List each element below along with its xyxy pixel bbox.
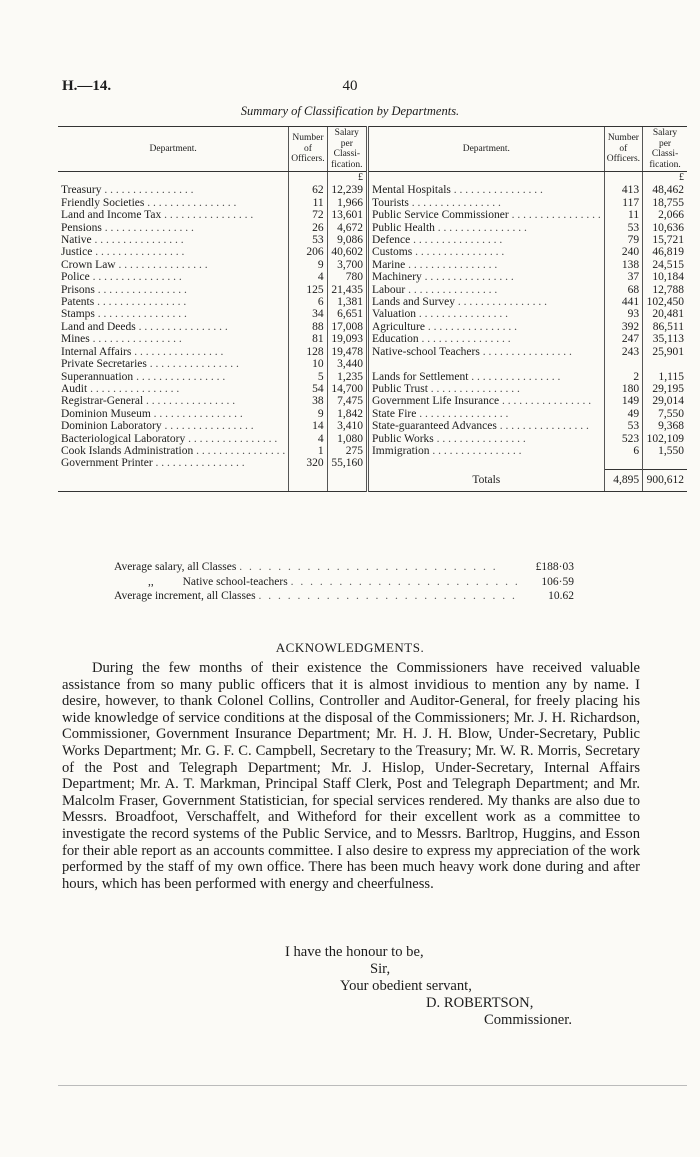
table-row [58,308,687,320]
salary-amount: 13,601 [327,209,367,221]
salary-amount: 7,550 [643,408,687,420]
officer-count: 53 [289,234,327,246]
department-name: Private Secretaries . . . . . . . . . . . . . . . . [61,358,239,371]
table-row [58,457,687,469]
department-name: Public Trust . . . . . . . . . . . . . . . . [367,383,604,395]
department-name: Land and Income Tax . . . . . . . . . . . . . . . . [61,209,254,222]
salary-amount: 6,651 [327,308,367,320]
department-name: Customs . . . . . . . . . . . . . . . . [367,246,604,258]
table-row [58,395,687,407]
officer-count: 441 [604,296,642,308]
table-row [58,296,687,308]
department-name: Cook Islands Administration . . . . . . . . . . . . . . . . [61,444,286,457]
department-name: Lands for Settlement . . . . . . . . . . . . . . . . [367,371,604,383]
salary-amount: 86,511 [643,321,687,333]
officer-count: 26 [289,222,327,234]
salary-amount: 1,115 [643,371,687,383]
officer-count: 68 [604,284,642,296]
officer-count: 240 [604,246,642,258]
department-name: Registrar-General . . . . . . . . . . . . . . . . [61,395,236,408]
officer-count: 81 [289,333,327,345]
col-header-department: Department. [58,127,289,172]
table-caption: Summary of Classification by Departments. [240,104,460,118]
department-name: Government Life Insurance . . . . . . . . . . . . . . . . [367,395,604,407]
average-label: Average salary, all Classes [114,561,237,573]
department-name: Defence . . . . . . . . . . . . . . . . [367,234,604,246]
average-value: 10.62 [548,590,574,602]
salary-amount: 12,239 [327,184,367,196]
signature-title: Commissioner. [484,1012,572,1028]
officer-count: 6 [604,445,642,457]
department-name: Public Service Commissioner . . . . . . . . . . . . . . . . [367,209,604,221]
closing-line: I have the honour to be, [285,944,424,960]
department-name: Bacteriological Laboratory . . . . . . . . . . . . . . . . [61,432,278,445]
department-name: Police . . . . . . . . . . . . . . . . [61,271,182,284]
officer-count: 138 [604,259,642,271]
col-header-department-right: Department. [367,127,604,172]
table-row [58,420,687,432]
officer-count: 88 [289,321,327,333]
salary-amount: 48,462 [643,184,687,196]
table-row [58,333,687,345]
department-name: Valuation . . . . . . . . . . . . . . . . [367,308,604,320]
closing-salutation: Sir, [370,961,391,977]
officer-count: 6 [289,296,327,308]
signature-name: D. ROBERTSON, [426,995,534,1011]
officer-count: 14 [289,420,327,432]
salary-amount: 1,842 [327,408,367,420]
department-name: Lands and Survey . . . . . . . . . . . . . . . . [367,296,604,308]
salary-amount: 1,235 [327,371,367,383]
salary-amount: 3,440 [327,358,367,370]
acknowledgments-paragraph: During the few months of their existence the Commissioners have received valuable assistance from so many public officers that it is almost invidious to mention any by name. I desire, however, to thank Colonel Collins, Controller and Auditor-General, for freely placing his wide knowledge of service conditions at the disposal of the Commissioners; Mr. J. H. Richardson, Commissioner, Government Insurance Department; Mr. H. J. H. Blow, Under-Secretary, Public Works Department; Mr. G. F. C. Campbell, Secretary to the Treasury; Mr. W. R. Morris, Secretary of the Post and Telegraph Department; Mr. J. Hislop, Under-Secretary, Internal Affairs Department; Mr. A. T. Markman, Principal Staff Clerk, Post and Telegraph Department; and Mr. Malcolm Fraser, Government Statistician, for special services rendered. My thanks are also due to Messrs. Broadfoot, Verschaffelt, and Witheford for their excellent work as a committee to investigate the record systems of the Public Service, and to Messrs. Barltrop, Huggins, and Esson for their able report as an accounts committee. I also desire to express my appreciation of the work performed by the staff of my own office. There has been much heavy work done during and after hours, which has been performed with energy and cheerfulness. [62,660,640,892]
table-row [58,209,687,221]
salary-amount: 25,901 [643,346,687,358]
officer-count: 5 [289,371,327,383]
totals-row [58,470,687,491]
officer-count: 149 [604,395,642,407]
table-row [58,222,687,234]
col-header-salary: Salary per Classi- fication. [327,127,367,172]
salary-amount [643,457,687,469]
salary-amount: 1,080 [327,433,367,445]
officer-count: 125 [289,284,327,296]
department-name: Friendly Societies . . . . . . . . . . . . . . . . [61,196,237,209]
officer-count: 320 [289,457,327,469]
table-row [58,408,687,420]
bottom-divider [58,1085,687,1086]
officer-count: 180 [604,383,642,395]
salary-amount: 275 [327,445,367,457]
totals-label: Totals [367,470,604,491]
table-row [58,284,687,296]
table-row [58,184,687,196]
salary-amount: 35,113 [643,333,687,345]
salary-amount: 14,700 [327,383,367,395]
table-row [58,371,687,383]
salary-amount: 780 [327,271,367,283]
officer-count: 9 [289,408,327,420]
page-code: H.—14. [62,78,112,94]
table-row [58,271,687,283]
average-row: Average increment, all Classes . . . . . . . . . . . . . . . . . . . . . . . . . . . 10.62 [114,590,574,602]
table-row [58,433,687,445]
officer-count: 128 [289,346,327,358]
department-name: Public Health . . . . . . . . . . . . . . . . [367,222,604,234]
salary-amount: 9,086 [327,234,367,246]
currency-symbol-right: £ [643,172,687,185]
salary-amount: 18,755 [643,197,687,209]
salary-amount: 9,368 [643,420,687,432]
salary-amount: 4,672 [327,222,367,234]
officer-count: 206 [289,246,327,258]
salary-amount: 21,435 [327,284,367,296]
department-name: Tourists . . . . . . . . . . . . . . . . [367,197,604,209]
average-row: ,, Native school-teachers . . . . . . . . . . . . . . . . . . . . . . . . 106·59 [148,575,574,588]
officer-count: 10 [289,358,327,370]
salary-amount: 55,160 [327,457,367,469]
table-header-row [58,127,687,172]
officer-count: 53 [604,420,642,432]
officer-count: 392 [604,321,642,333]
department-name: Agriculture . . . . . . . . . . . . . . . . [367,321,604,333]
salary-amount: 19,478 [327,346,367,358]
average-label: Average increment, all Classes [114,590,256,602]
table-row [58,234,687,246]
officer-count: 247 [604,333,642,345]
salary-amount [643,358,687,370]
officer-count: 34 [289,308,327,320]
salary-amount: 29,195 [643,383,687,395]
department-name: Justice . . . . . . . . . . . . . . . . [61,246,185,259]
officer-count: 413 [604,184,642,196]
officer-count: 37 [604,271,642,283]
department-name: Dominion Museum . . . . . . . . . . . . . . . . [61,407,243,420]
currency-row [58,172,687,185]
table-row [58,358,687,370]
officer-count: 72 [289,209,327,221]
salary-amount: 12,788 [643,284,687,296]
acknowledgments-heading: ACKNOWLEDGMENTS. [275,640,425,655]
officer-count: 93 [604,308,642,320]
department-name: Prisons . . . . . . . . . . . . . . . . [61,283,187,296]
table-row [58,321,687,333]
department-name: Machinery . . . . . . . . . . . . . . . . [367,271,604,283]
table-row [58,197,687,209]
salary-amount: 15,721 [643,234,687,246]
officer-count: 523 [604,433,642,445]
closing-servant: Your obedient servant, [340,978,472,994]
officer-count: 1 [289,445,327,457]
averages-block [114,560,574,604]
salary-amount: 3,700 [327,259,367,271]
officer-count: 49 [604,408,642,420]
department-name: Native-school Teachers . . . . . . . . . . . . . . . . [367,346,604,358]
average-value: £188·03 [535,561,574,573]
salary-amount: 1,550 [643,445,687,457]
department-name: Public Works . . . . . . . . . . . . . . . . [367,433,604,445]
page-number: 40 [342,78,358,94]
table-row [58,445,687,457]
col-header-number: Number of Officers. [289,127,327,172]
officer-count: 4 [289,271,327,283]
salary-amount: 1,966 [327,197,367,209]
department-name: Land and Deeds . . . . . . . . . . . . . . . . [61,320,228,333]
salary-amount: 10,184 [643,271,687,283]
department-name: Education . . . . . . . . . . . . . . . . [367,333,604,345]
officer-count: 117 [604,197,642,209]
salary-amount: 29,014 [643,395,687,407]
department-name: Mines . . . . . . . . . . . . . . . . [61,333,182,346]
salary-amount: 10,636 [643,222,687,234]
salary-amount: 102,450 [643,296,687,308]
salary-amount: 7,475 [327,395,367,407]
officer-count: 2 [604,371,642,383]
department-name: State Fire . . . . . . . . . . . . . . . . [367,408,604,420]
classification-summary-table [58,126,687,492]
department-name: Audit . . . . . . . . . . . . . . . . [61,382,180,395]
salary-amount: 102,109 [643,433,687,445]
officer-count [604,358,642,370]
average-value: 106·59 [541,575,574,588]
salary-amount: 40,602 [327,246,367,258]
officer-count: 11 [289,197,327,209]
officer-count: 79 [604,234,642,246]
table-row [58,346,687,358]
table-row [58,383,687,395]
department-name: Marine . . . . . . . . . . . . . . . . [367,259,604,271]
currency-symbol: £ [327,172,367,185]
department-name: Crown Law . . . . . . . . . . . . . . . . [61,258,208,271]
salary-amount: 20,481 [643,308,687,320]
department-name: Treasury . . . . . . . . . . . . . . . . [61,184,194,197]
officer-count: 38 [289,395,327,407]
officer-count: 9 [289,259,327,271]
salary-amount: 17,008 [327,321,367,333]
officer-count: 11 [604,209,642,221]
officer-count: 54 [289,383,327,395]
department-name: Labour . . . . . . . . . . . . . . . . [367,284,604,296]
department-name: State-guaranteed Advances . . . . . . . . . . . . . . . . [367,420,604,432]
salary-amount: 2,066 [643,209,687,221]
salary-amount: 24,515 [643,259,687,271]
department-name: Government Printer . . . . . . . . . . . . . . . . [61,457,245,470]
totals-salary: 900,612 [643,470,687,491]
officer-count: 243 [604,346,642,358]
salary-amount: 19,093 [327,333,367,345]
officer-count: 62 [289,184,327,196]
table-row [58,259,687,271]
totals-officers: 4,895 [604,470,642,491]
department-name: Mental Hospitals . . . . . . . . . . . . . . . . [367,184,604,196]
department-name: Internal Affairs . . . . . . . . . . . . . . . . [61,345,224,358]
department-name: Immigration . . . . . . . . . . . . . . . . [367,445,604,457]
department-name: Native . . . . . . . . . . . . . . . . [61,234,184,247]
department-name: Patents . . . . . . . . . . . . . . . . [61,296,187,309]
officer-count: 4 [289,433,327,445]
table-body [58,172,687,492]
table-row [58,246,687,258]
col-header-number-right: Number of Officers. [604,127,642,172]
department-name: Dominion Laboratory . . . . . . . . . . . . . . . . [61,420,254,433]
officer-count [604,457,642,469]
salary-amount: 1,381 [327,296,367,308]
average-row: Average salary, all Classes . . . . . . . . . . . . . . . . . . . . . . . . . . . £188·03 [114,561,574,573]
average-label: Native school-teachers [182,575,288,588]
department-name: Superannuation . . . . . . . . . . . . . . . . [61,370,226,383]
salary-amount: 46,819 [643,246,687,258]
officer-count: 53 [604,222,642,234]
col-header-salary-right: Salary per Classi- fication. [643,127,687,172]
salary-amount: 3,410 [327,420,367,432]
department-name: Pensions . . . . . . . . . . . . . . . . [61,221,194,234]
department-name: Stamps . . . . . . . . . . . . . . . . [61,308,187,321]
